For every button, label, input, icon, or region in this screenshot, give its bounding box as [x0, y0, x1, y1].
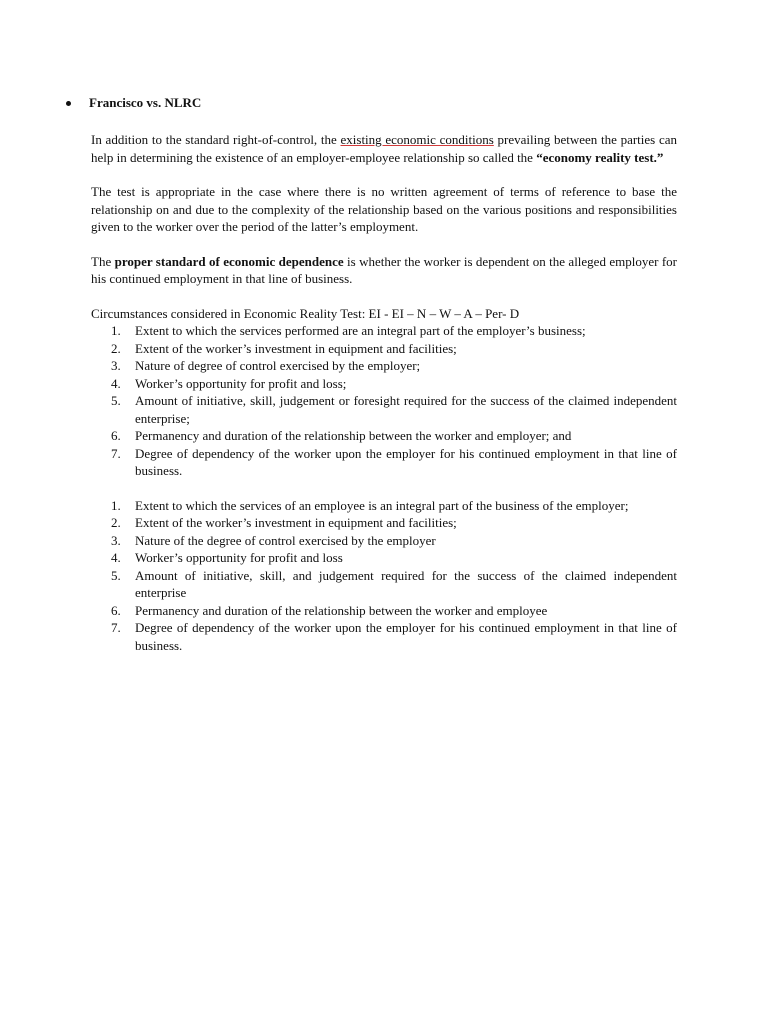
list-item: [91, 619, 677, 654]
list-item: [91, 427, 677, 445]
list-item: [91, 549, 677, 567]
para3-text-after: is whether the worker is dependent on the alleged employer for his continued employment in that line of business.: [91, 253, 677, 286]
paragraph-proper-standard: [91, 253, 677, 288]
list-item-text: Degree of dependency of the worker upon the employer for his continued employment in that line of business.: [135, 620, 677, 653]
list-item-number: 7.: [111, 620, 121, 635]
list-item-text: Extent of the worker’s investment in equipment and facilities;: [135, 515, 457, 530]
paragraph-test-appropriate: The test is appropriate in the case where there is no written agreement of terms of reference to base the relationship on and due to the complexity of the relationship based on the various positions and responsibilities given to the worker over the period of the latter’s employment.: [91, 184, 677, 234]
para1-text-before: In addition to the standard right-of-control, the: [91, 132, 341, 147]
heading-row: [66, 94, 201, 112]
list-item-text: Nature of the degree of control exercised by the employer: [135, 532, 436, 548]
para1-bold-term: “economy reality test.”: [536, 149, 664, 165]
list-item-number: 7.: [111, 445, 121, 461]
list-item: [91, 602, 677, 620]
list-item-text: Worker’s opportunity for profit and loss;: [135, 375, 347, 391]
list-item-text: Permanency and duration of the relationship between the worker and employer; and: [135, 428, 572, 443]
list-item: [91, 532, 677, 550]
list-item: [91, 375, 677, 393]
list-item-text: Amount of initiative, skill, and judgement required for the success of the claimed independent enterprise: [135, 567, 677, 600]
list-item-number: 6.: [111, 428, 121, 443]
list-item: [91, 567, 677, 602]
bullet-icon: [66, 101, 71, 106]
list-item: [91, 357, 677, 375]
list-item-number: 3.: [111, 532, 121, 548]
list-item-text: Degree of dependency of the worker upon the employer for his continued employment in that line of business.: [135, 445, 677, 478]
list-item-number: 1.: [111, 323, 121, 338]
list-item-text: Nature of degree of control exercised by the employer;: [135, 358, 421, 373]
list-item: [91, 392, 677, 427]
circumstances-list-2: [91, 497, 677, 655]
list-item-number: 5.: [111, 567, 121, 583]
list-item: [91, 322, 677, 340]
case-title: Francisco vs. NLRC: [89, 95, 202, 110]
list-item-text: Extent to which the services performed are an integral part of the employer’s business;: [135, 323, 586, 338]
list-item-text: Extent to which the services of an employee is an integral part of the business of the employer;: [135, 497, 629, 513]
list-item-number: 4.: [111, 375, 121, 391]
list-intro: Circumstances considered in Economic Reality Test: EI - EI – N – W – A – Per- D: [91, 305, 520, 321]
list-item: [91, 445, 677, 480]
list-item-text: Permanency and duration of the relationship between the worker and employee: [135, 602, 548, 618]
document-body: [91, 131, 677, 671]
list-item: [91, 514, 677, 532]
list-item-number: 5.: [111, 393, 121, 408]
list-item: [91, 497, 677, 515]
list-item-text: Extent of the worker’s investment in equipment and facilities;: [135, 340, 457, 356]
para1-underlined-phrase: existing economic conditions: [340, 132, 494, 147]
para1-text-after: prevailing between the parties can help in determining the existence of an employer-employee relationship so called the: [91, 132, 677, 165]
list-item-number: 3.: [111, 358, 121, 373]
list-item-number: 1.: [111, 497, 121, 513]
list-item-text: Amount of initiative, skill, judgement or foresight required for the success of the claimed independent enterprise;: [135, 393, 677, 426]
paragraph-economic-conditions: [91, 131, 677, 166]
list-item-number: 4.: [111, 550, 121, 565]
list-item-number: 6.: [111, 602, 121, 618]
list-item-number: 2.: [111, 515, 121, 530]
para3-text-before: The: [91, 253, 115, 269]
list-item: [91, 340, 677, 358]
list-item-text: Worker’s opportunity for profit and loss: [135, 550, 343, 565]
list-item-number: 2.: [111, 340, 121, 356]
para3-bold-term: proper standard of economic dependence: [114, 253, 344, 269]
circumstances-list-1: [91, 322, 677, 480]
